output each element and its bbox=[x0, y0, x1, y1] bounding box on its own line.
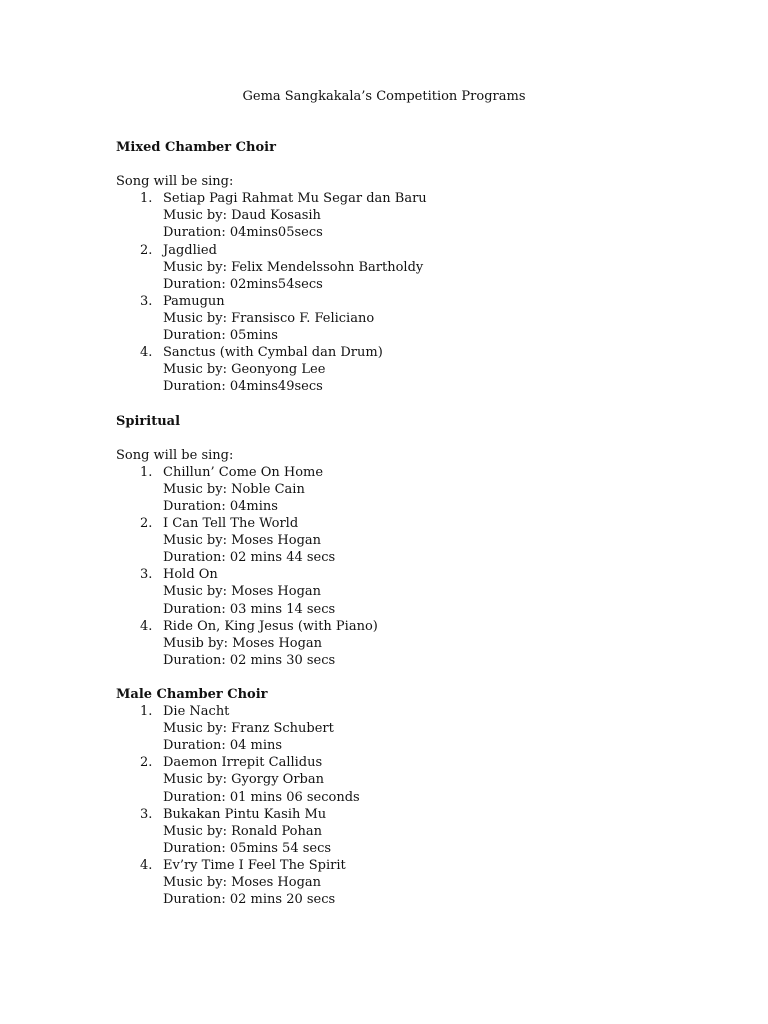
list-item bbox=[116, 464, 676, 515]
song-title: I Can Tell The World bbox=[163, 516, 299, 532]
list-item bbox=[116, 242, 676, 293]
list-number: 2. bbox=[140, 242, 153, 258]
song-composer: Musib by: Moses Hogan bbox=[163, 635, 323, 651]
document-title: Gema Sangkakala’s Competition Programs bbox=[242, 89, 526, 104]
song-title: Die Nacht bbox=[163, 704, 230, 720]
section-mixed-chamber-choir bbox=[116, 139, 676, 395]
document-body bbox=[116, 139, 676, 908]
list-number: 3. bbox=[140, 806, 153, 822]
list-item bbox=[116, 618, 676, 669]
spacer bbox=[116, 430, 676, 447]
song-composer: Music by: Fransisco F. Feliciano bbox=[163, 310, 375, 326]
list-number: 3. bbox=[140, 293, 153, 309]
song-composer: Music by: Moses Hogan bbox=[163, 533, 322, 549]
song-title: Daemon Irrepit Callidus bbox=[163, 755, 323, 771]
song-title: Jagdlied bbox=[163, 242, 217, 258]
song-duration: Duration: 04mins05secs bbox=[163, 225, 323, 241]
song-duration: Duration: 02 mins 30 secs bbox=[163, 652, 336, 668]
list-item bbox=[116, 293, 676, 344]
list-number: 2. bbox=[140, 755, 153, 771]
section-heading: Mixed Chamber Choir bbox=[116, 140, 276, 155]
spacer bbox=[116, 156, 676, 173]
song-composer: Music by: Daud Kosasih bbox=[163, 208, 321, 224]
section-heading: Spiritual bbox=[116, 413, 181, 429]
list-item bbox=[116, 703, 676, 754]
song-title: Pamugun bbox=[163, 293, 225, 309]
section-heading: Male Chamber Choir bbox=[116, 687, 268, 702]
section-male-chamber-choir bbox=[116, 686, 676, 908]
song-duration: Duration: 02 mins 44 secs bbox=[163, 550, 336, 566]
list-item bbox=[116, 806, 676, 857]
list-number: 3. bbox=[140, 567, 153, 583]
song-duration: Duration: 02mins54secs bbox=[163, 276, 323, 292]
spacer bbox=[116, 669, 676, 686]
song-duration: Duration: 04 mins bbox=[163, 738, 283, 754]
song-duration: Duration: 04mins bbox=[163, 498, 278, 514]
song-title: Sanctus (with Cymbal dan Drum) bbox=[163, 345, 383, 361]
list-number: 2. bbox=[140, 516, 153, 532]
list-item bbox=[116, 190, 676, 241]
list-number: 1. bbox=[140, 191, 153, 207]
section-spiritual bbox=[116, 413, 676, 669]
song-duration: Duration: 04mins49secs bbox=[163, 379, 323, 395]
list-item bbox=[116, 857, 676, 908]
song-composer: Music by: Moses Hogan bbox=[163, 584, 322, 600]
song-composer: Music by: Gyorgy Orban bbox=[163, 772, 324, 788]
song-duration: Duration: 01 mins 06 seconds bbox=[163, 789, 360, 805]
spacer bbox=[116, 395, 676, 412]
song-title: Chillun’ Come On Home bbox=[163, 464, 324, 480]
list-number: 4. bbox=[140, 618, 153, 634]
song-title: Hold On bbox=[163, 567, 218, 583]
song-duration: Duration: 05mins 54 secs bbox=[163, 840, 332, 856]
song-composer: Music by: Geonyong Lee bbox=[163, 362, 326, 378]
song-composer: Music by: Ronald Pohan bbox=[163, 823, 322, 839]
list-item bbox=[116, 754, 676, 805]
song-title: Setiap Pagi Rahmat Mu Segar dan Baru bbox=[163, 191, 427, 207]
list-number: 4. bbox=[140, 857, 153, 873]
song-composer: Music by: Moses Hogan bbox=[163, 875, 322, 891]
song-title: Ev’ry Time I Feel The Spirit bbox=[163, 857, 346, 873]
list-number: 4. bbox=[140, 345, 153, 361]
list-item bbox=[116, 344, 676, 395]
song-duration: Duration: 02 mins 20 secs bbox=[163, 892, 336, 908]
list-number: 1. bbox=[140, 464, 153, 480]
song-title: Bukakan Pintu Kasih Mu bbox=[163, 806, 327, 822]
song-composer: Music by: Noble Cain bbox=[163, 481, 305, 497]
list-item bbox=[116, 515, 676, 566]
song-composer: Music by: Felix Mendelssohn Bartholdy bbox=[163, 259, 424, 275]
list-number: 1. bbox=[140, 704, 153, 720]
song-duration: Duration: 05mins bbox=[163, 328, 278, 344]
section-intro: Song will be sing: bbox=[116, 174, 234, 190]
section-intro: Song will be sing: bbox=[116, 447, 234, 463]
song-duration: Duration: 03 mins 14 secs bbox=[163, 601, 336, 617]
list-item bbox=[116, 566, 676, 617]
song-composer: Music by: Franz Schubert bbox=[163, 721, 334, 737]
song-title: Ride On, King Jesus (with Piano) bbox=[163, 618, 378, 634]
